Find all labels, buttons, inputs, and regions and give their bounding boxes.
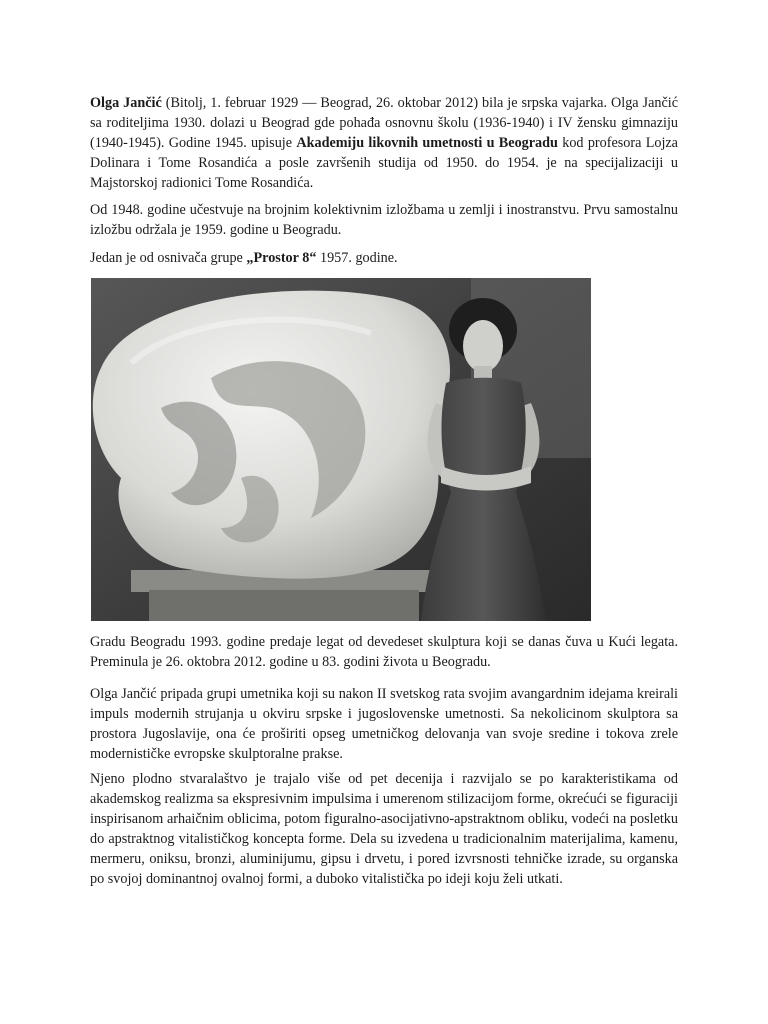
paragraph-biography bbox=[90, 93, 678, 193]
artist-sculpture-photo bbox=[91, 278, 591, 621]
artist-name: Olga Jančić bbox=[90, 95, 162, 111]
paragraph-legacy: Gradu Beogradu 1993. godine predaje legat od devedeset skulptura koji se danas čuva u Kući legata. Preminula je 26. oktobra 2012. godine u 83. godini života u Beogradu. bbox=[90, 634, 678, 670]
biography-text-b: kod profesora Lojza Dolinara i Tome Rosandića a posle završenih studija od 1950. do 1954. je na specijalizaciji u Majstorskoj radionici Tome Rosandića. bbox=[90, 135, 678, 191]
paragraph-exhibitions: Od 1948. godine učestvuje na brojnim kolektivnim izložbama u zemlji i inostranstvu. Prvu samostalnu izložbu održala je 1959. godine u Beogradu. bbox=[90, 202, 678, 238]
paragraph-creative-work: Njeno plodno stvaralaštvo je trajalo više od pet decenija i razvijalo se po karakteristikama od akademskog realizma sa ekspresivnim impulsima i umerenom stilizacijom forme, okrećući se figuraciji inspirisanom arhaičnim oblicima, potom figuralno-asocijativno-apstraktnom obliku, vodeći na posletku do apstraktnog vitalističkog koncepta forme. Dela su izvedena u tradicionalnim materijalima, kamenu, mermeru, oniksu, bronzi, aluminijumu, gipsu i drvetu, i pored izvrsnosti tehničke izrade, su organska po svojoj dominantnoj ovalnoj formi, a duboko vitalistička po ideji koju želi utkati. bbox=[90, 771, 678, 887]
paragraph-avant-garde: Olga Jančić pripada grupi umetnika koji su nakon II svetskog rata svojim avangardnim idejama kreirali impuls modernih strujanja u okviru srpske i jugoslovenske umetnosti. Sa nekolicinom skulptora sa prostora Jugoslavije, ona će proširiti opseg umetničkog delovanja van svoje sredine i tokova zrele modernističke evropske skulptoralne prakse. bbox=[90, 686, 678, 762]
group-name: „Prostor 8“ bbox=[246, 250, 317, 266]
group-text-a: Jedan je od osnivača grupe bbox=[90, 250, 247, 266]
academy-name: Akademiju likovnih umetnosti u Beogradu bbox=[296, 135, 558, 151]
paragraph-group bbox=[90, 248, 678, 268]
group-text-b: 1957. godine. bbox=[316, 250, 398, 266]
biography-text-a: (Bitolj, 1. februar 1929 — Beograd, 26. oktobar 2012) bila je srpska vajarka. Olga Jančić sa roditeljima 1930. dolazi u Beograd gde pohađa osnovnu školu (1936-1940) i IV žensku gimnaziju (1940-1945). Godine 1945. upisuje bbox=[90, 95, 679, 151]
